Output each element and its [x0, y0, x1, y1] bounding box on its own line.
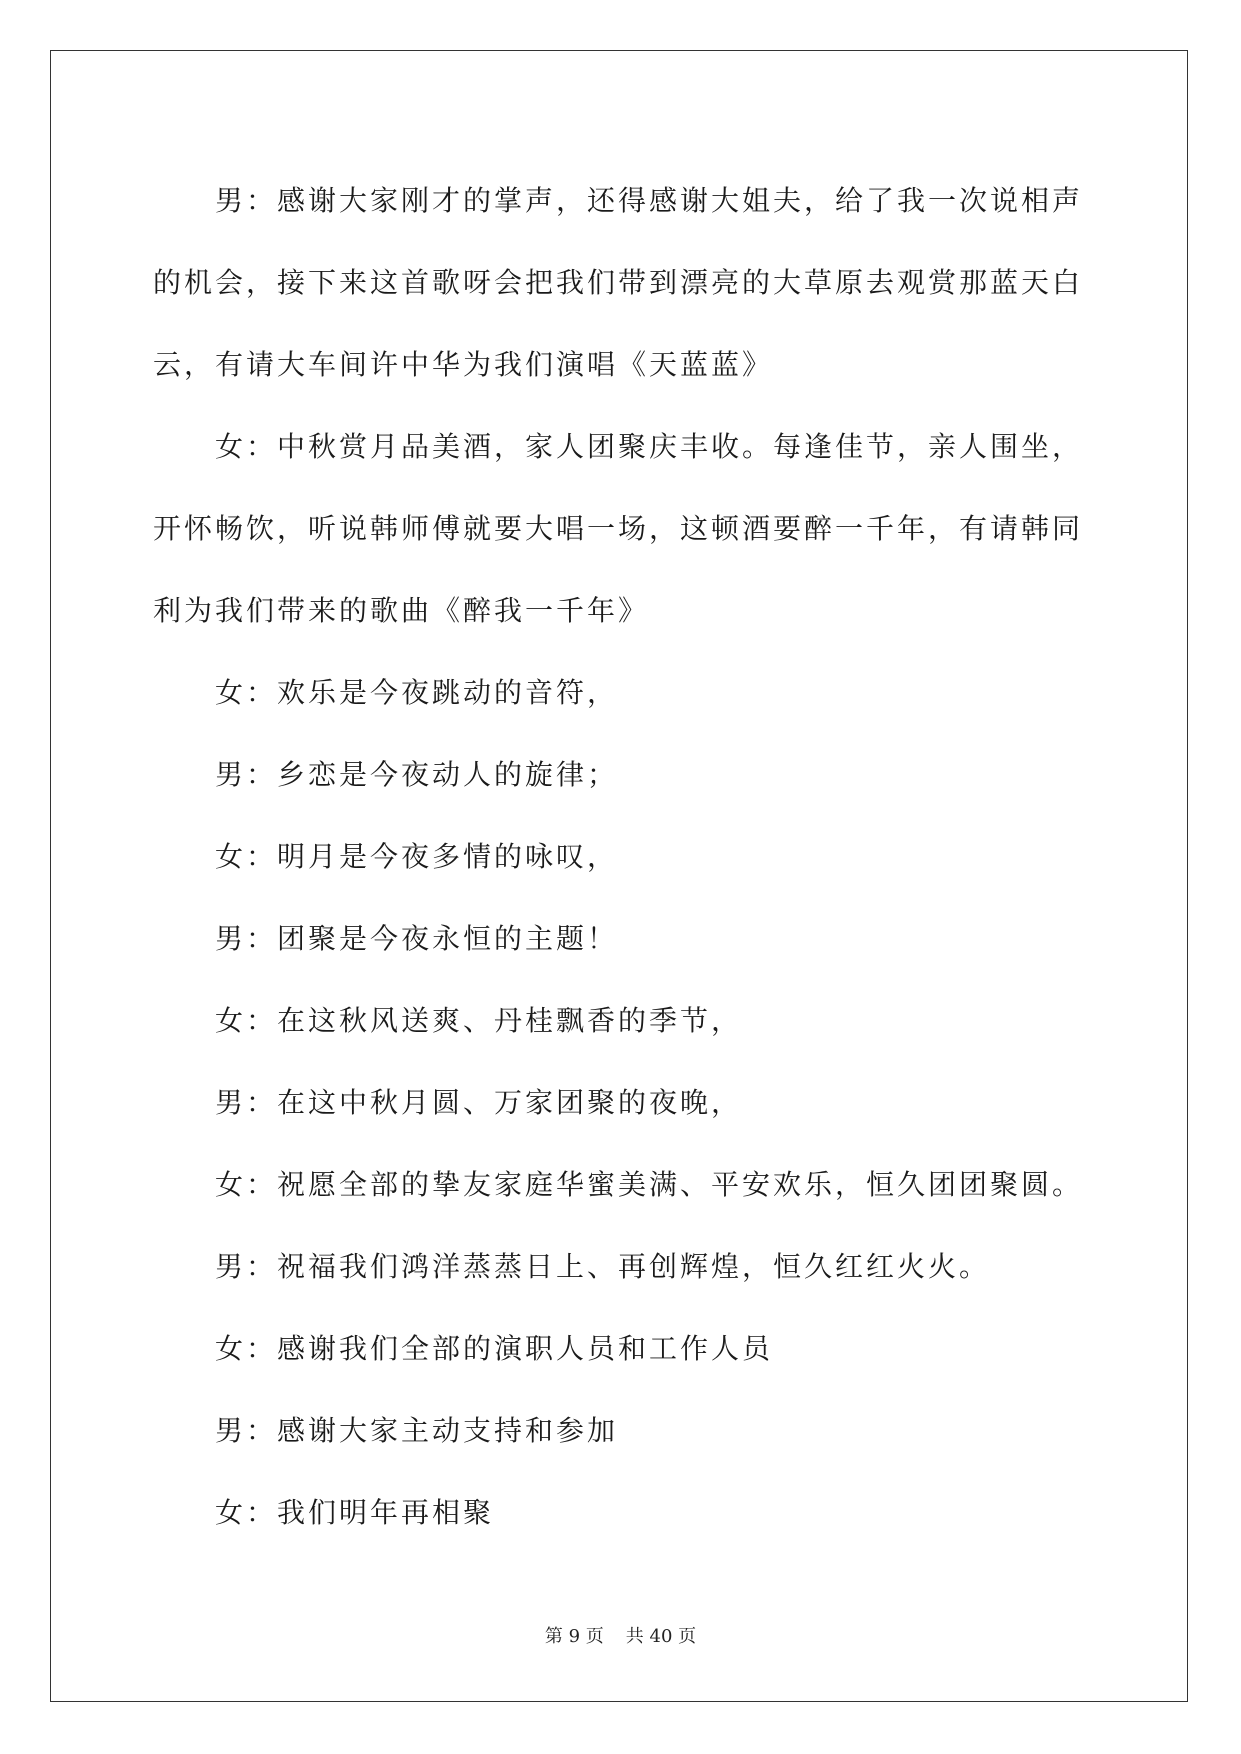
- paragraph: 女：我们明年再相聚: [215, 1496, 495, 1529]
- paragraph: 男：感谢大家刚才的掌声，还得感谢大姐夫，给了我一次说相声的机会，接下来这首歌呀会把我们带到漂亮的大草原去观赏那蓝天白云，有请大车间许中华为我们演唱《天蓝蓝》: [153, 184, 1084, 381]
- paragraph: 女：中秋赏月品美酒，家人团聚庆丰收。每逢佳节，亲人围坐，开怀畅饮，听说韩师傅就要大唱一场，这顿酒要醉一千年，有请韩同利为我们带来的歌曲《醉我一千年》: [153, 430, 1084, 627]
- paragraph: 男：团聚是今夜永恒的主题！: [215, 922, 619, 955]
- paragraph: 女：欢乐是今夜跳动的音符，: [215, 676, 619, 709]
- paragraph: 男：祝福我们鸿洋蒸蒸日上、再创辉煌，恒久红红火火。: [215, 1250, 991, 1283]
- paragraph: 男：在这中秋月圆、万家团聚的夜晚，: [215, 1086, 743, 1119]
- paragraph: 男：感谢大家主动支持和参加: [215, 1414, 619, 1447]
- document-body: [153, 160, 1093, 1554]
- paragraph: 女：感谢我们全部的演职人员和工作人员: [215, 1332, 774, 1365]
- page-footer: [0, 1622, 1241, 1648]
- paragraph: 男：乡恋是今夜动人的旋律；: [215, 758, 619, 791]
- paragraph: 女：在这秋风送爽、丹桂飘香的季节，: [215, 1004, 743, 1037]
- paragraph: 女：明月是今夜多情的咏叹，: [215, 840, 619, 873]
- page-number: 第 9 页: [544, 1626, 604, 1647]
- page-total: 共 40 页: [625, 1626, 697, 1647]
- paragraph: 女：祝愿全部的挚友家庭华蜜美满、平安欢乐，恒久团团聚圆。: [215, 1168, 1084, 1201]
